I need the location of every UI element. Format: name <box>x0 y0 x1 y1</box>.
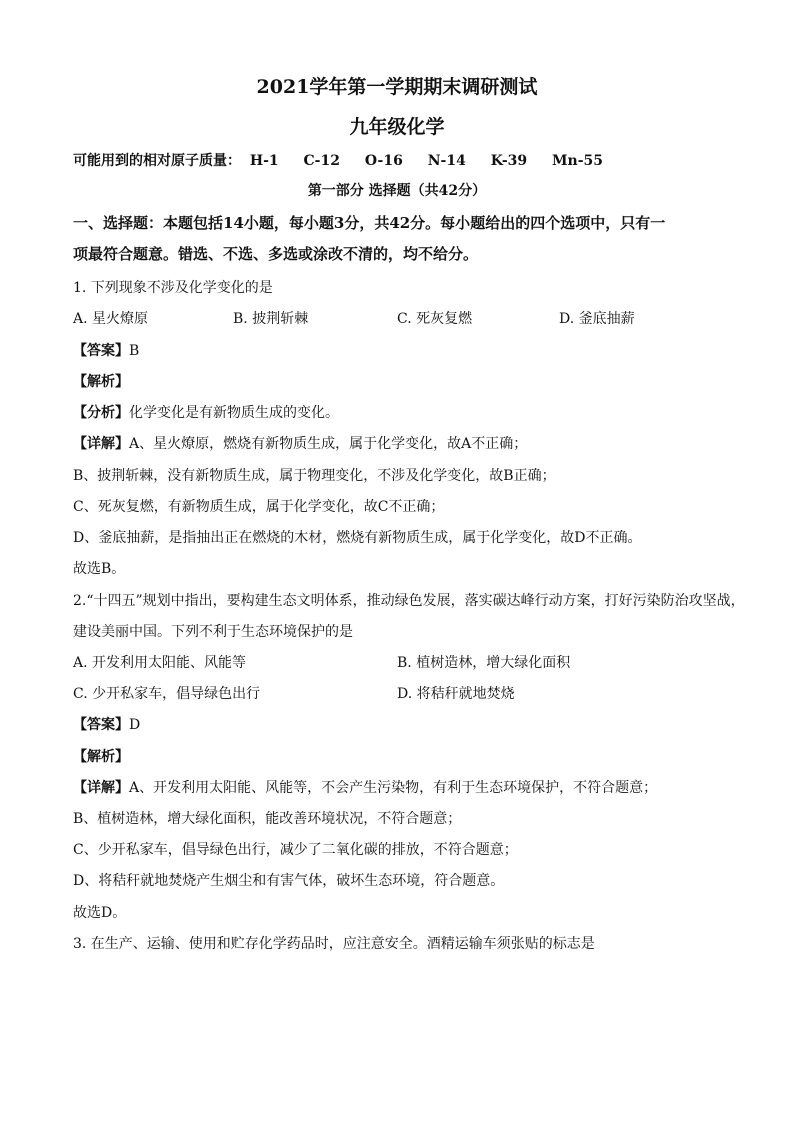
q1-conclusion: 故选B。 <box>73 561 126 577</box>
q2-conclusion: 故选D。 <box>73 905 127 921</box>
q2-option-d: D. 将秸秆就地焚烧 <box>397 686 515 702</box>
q1-option-a: A. 星火燎原 <box>73 311 149 327</box>
mass-item: Mn-55 <box>552 153 603 169</box>
detail-text: A、星火燎原，燃烧有新物质生成，属于化学变化，故A不正确； <box>129 436 528 452</box>
q1-detail-c: C、死灰复燃，有新物质生成，属于化学变化，故C不正确； <box>73 499 445 515</box>
q2-stem-line-1: 2.“十四五”规划中指出，要构建生态文明体系，推动绿色发展，落实碳达峰行动方案，打好污染防治攻坚战， <box>73 593 745 609</box>
instructions-line-1: 一、选择题：本题包括14小题，每小题3分，共42分。每小题给出的四个选项中，只有一 <box>73 214 666 232</box>
q2-option-b: B. 植树造林，增大绿化面积 <box>397 655 571 671</box>
q2-option-a: A. 开发利用太阳能、风能等 <box>73 655 247 671</box>
answer-value: B <box>129 343 140 359</box>
atomic-masses-label: 可能用到的相对原子质量： <box>73 153 241 169</box>
exam-title: 2021学年第一学期期末调研测试 <box>256 76 538 98</box>
q2-detail-c: C、少开私家车，倡导绿色出行，减少了二氧化碳的排放，不符合题意； <box>73 842 518 858</box>
instructions-line-2: 项最符合题意。错选、不选、多选或涂改不清的，均不给分。 <box>73 245 479 263</box>
mass-item: K-39 <box>490 153 528 169</box>
q1-detail-a <box>73 433 527 453</box>
section-heading: 第一部分 选择题（共42分） <box>307 183 487 199</box>
detail-tag: 【详解】 <box>73 780 129 796</box>
atomic-masses <box>73 150 623 170</box>
q1-stem: 1. 下列现象不涉及化学变化的是 <box>73 280 273 296</box>
fenxi-text: 化学变化是有新物质生成的变化。 <box>129 405 339 421</box>
q2-stem-line-2: 建设美丽中国。下列不利于生态环境保护的是 <box>73 624 353 640</box>
answer-tag: 【答案】 <box>73 717 129 733</box>
q2-detail-b: B、植树造林，增大绿化面积，能改善环境状况，不符合题意； <box>73 811 462 827</box>
q1-detail-b: B、披荆斩棘，没有新物质生成，属于物理变化，不涉及化学变化，故B正确； <box>73 468 556 484</box>
q1-answer <box>73 340 139 360</box>
mass-item: N-14 <box>427 153 466 169</box>
q1-option-b: B. 披荆斩棘 <box>233 311 309 327</box>
answer-tag: 【答案】 <box>73 343 129 359</box>
q3-stem: 3. 在生产、运输、使用和贮存化学药品时，应注意安全。酒精运输车须张贴的标志是 <box>73 936 595 952</box>
mass-item: C-12 <box>303 153 340 169</box>
q1-option-d: D. 釜底抽薪 <box>559 311 635 327</box>
answer-value: D <box>129 717 141 733</box>
q1-detail-d: D、釜底抽薪，是指抽出正在燃烧的木材，燃烧有新物质生成，属于化学变化，故D不正确。 <box>73 530 642 546</box>
mass-item: O-16 <box>364 153 403 169</box>
exam-subtitle: 九年级化学 <box>349 116 445 138</box>
mass-item: H-1 <box>249 153 279 169</box>
q2-detail-a <box>73 777 657 797</box>
detail-text: A、开发利用太阳能、风能等，不会产生污染物，有利于生态环境保护，不符合题意； <box>129 780 658 796</box>
q1-option-c: C. 死灰复燃 <box>397 311 473 327</box>
q1-analysis-tag: 【解析】 <box>73 374 129 390</box>
q1-fenxi <box>73 402 339 422</box>
fenxi-tag: 【分析】 <box>73 405 129 421</box>
q2-answer <box>73 714 140 734</box>
detail-tag: 【详解】 <box>73 436 129 452</box>
q2-analysis-tag: 【解析】 <box>73 749 129 765</box>
q2-detail-d: D、将秸秆就地焚烧产生烟尘和有害气体，破坏生态环境，符合题意。 <box>73 873 505 889</box>
q2-option-c: C. 少开私家车，倡导绿色出行 <box>73 686 261 702</box>
